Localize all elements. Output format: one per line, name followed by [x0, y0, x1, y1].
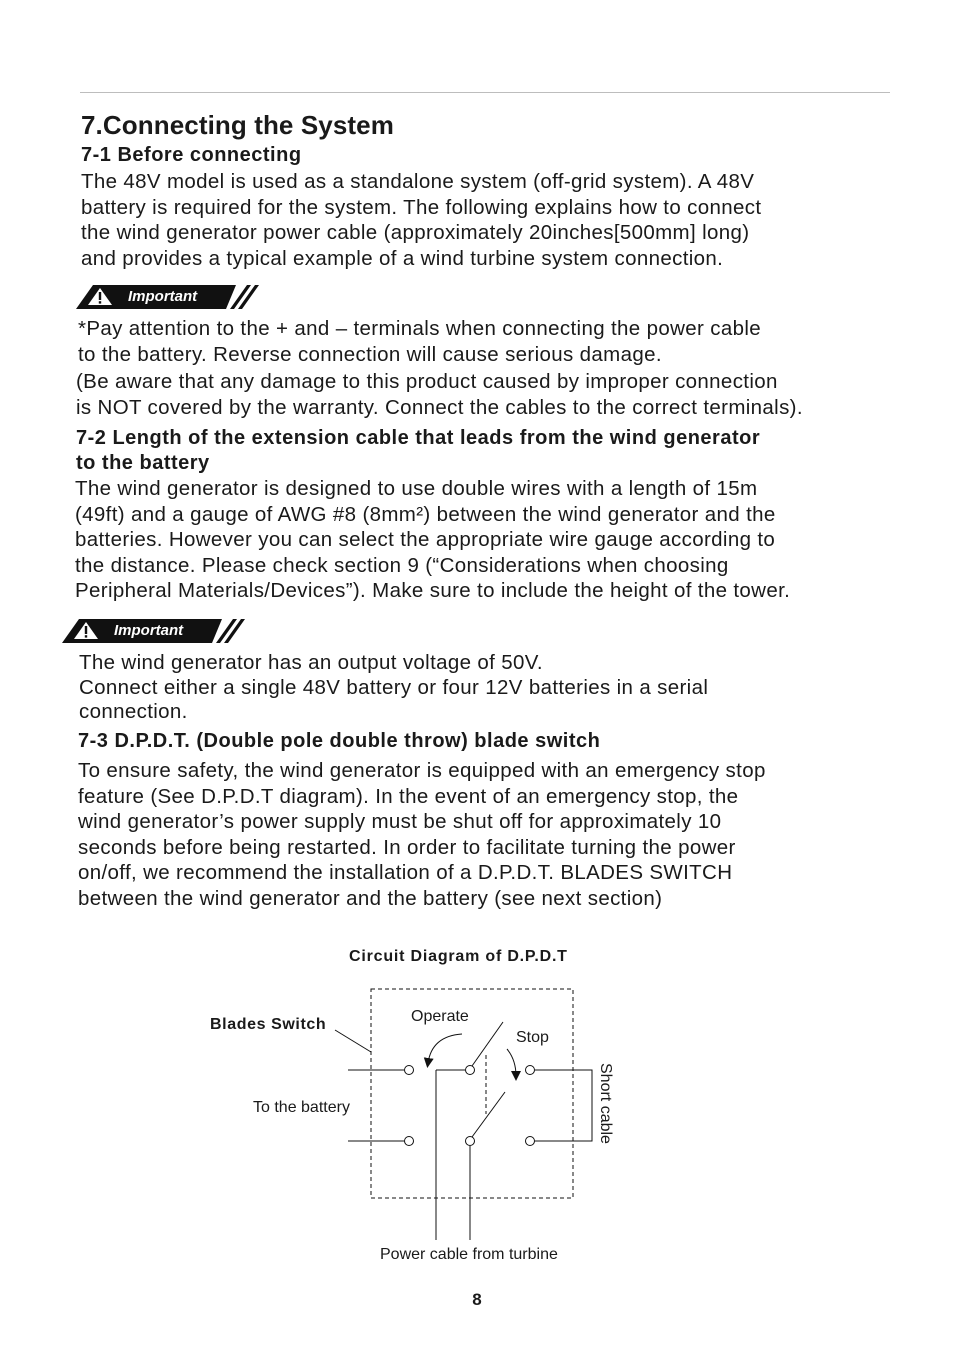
- diagram-title: Circuit Diagram of D.P.D.T: [349, 948, 568, 965]
- heading-7-3: 7-3 D.P.D.T. (Double pole double throw) blade switch: [78, 730, 601, 752]
- paragraph-line: Connect either a single 48V battery or four 12V batteries in a serial: [79, 675, 709, 699]
- operate-arrow: [428, 1034, 462, 1063]
- paragraph-line: The 48V model is used as a standalone system (off-grid system). A 48V: [81, 170, 755, 193]
- blade-top: [472, 1022, 503, 1066]
- heading-7-1: 7-1 Before connecting: [81, 144, 302, 166]
- paragraph-line: batteries. However you can select the appropriate wire gauge according to: [75, 528, 776, 551]
- operate-label: Operate: [411, 1008, 469, 1025]
- paragraph-line: (49ft) and a gauge of AWG #8 (8mm²) between the wind generator and the: [75, 502, 776, 526]
- paragraph-line: on/off, we recommend the installation of a D.P.D.T. BLADES SWITCH: [78, 861, 733, 884]
- paragraph-line: to the battery. Reverse connection will cause serious damage.: [78, 342, 662, 366]
- paragraph-line: seconds before being restarted. In order to facilitate turning the power: [78, 835, 736, 859]
- blades-switch-label: Blades Switch: [210, 1016, 327, 1033]
- terminal-battery-bottom: [405, 1137, 414, 1146]
- paragraph-line: between the wind generator and the battery (see next section): [78, 886, 663, 910]
- important-badge-label: Important: [114, 622, 184, 639]
- paragraph-line: wind generator’s power supply must be shut off for approximately 10: [78, 810, 722, 833]
- short-cable: [535, 1070, 592, 1141]
- switch-enclosure: [371, 989, 573, 1198]
- paragraph-line: *Pay attention to the + and – terminals when connecting the power cable: [78, 317, 761, 340]
- stop-label: Stop: [516, 1029, 549, 1046]
- paragraph-line: (Be aware that any damage to this product caused by improper connection: [76, 370, 778, 393]
- heading-line: 7-2 Length of the extension cable that leads from the wind generator: [76, 427, 761, 449]
- paragraph-line: Peripheral Materials/Devices”). Make sure to include the height of the tower.: [75, 579, 791, 602]
- paragraph-line: connection.: [79, 700, 188, 723]
- important-badge-label: Important: [128, 288, 198, 305]
- to-battery-label: To the battery: [253, 1099, 350, 1116]
- paragraph-line: is NOT covered by the warranty. Connect the cables to the correct terminals).: [76, 395, 803, 419]
- paragraph-line: the wind generator power cable (approximately 20inches[500mm] long): [81, 221, 750, 244]
- paragraph-line: the distance. Please check section 9 (“Considerations when choosing: [75, 553, 729, 577]
- terminal-battery-top: [405, 1066, 414, 1075]
- page-number: 8: [472, 1290, 482, 1309]
- paragraph-line: The wind generator is designed to use double wires with a length of 15m: [75, 477, 758, 500]
- paragraph-line: The wind generator has an output voltage of 50V.: [79, 651, 543, 674]
- power-cable-label: Power cable from turbine: [380, 1246, 558, 1263]
- blades-switch-leader: [335, 1030, 371, 1052]
- paragraph-line: battery is required for the system. The following explains how to connect: [81, 195, 762, 219]
- heading-line: to the battery: [76, 452, 210, 474]
- section-title: 7.Connecting the System: [81, 110, 394, 140]
- terminal-short-bottom: [526, 1137, 535, 1146]
- short-cable-label: Short cable: [597, 1063, 614, 1144]
- pivot-bottom: [466, 1137, 475, 1146]
- blade-bottom: [472, 1092, 505, 1137]
- paragraph-line: and provides a typical example of a wind turbine system connection.: [81, 246, 724, 270]
- paragraph-line: feature (See D.P.D.T diagram). In the event of an emergency stop, the: [78, 784, 739, 808]
- paragraph-line: To ensure safety, the wind generator is equipped with an emergency stop: [78, 759, 766, 782]
- pivot-top: [466, 1066, 475, 1075]
- terminal-short-top: [526, 1066, 535, 1075]
- stop-arrow: [507, 1049, 516, 1076]
